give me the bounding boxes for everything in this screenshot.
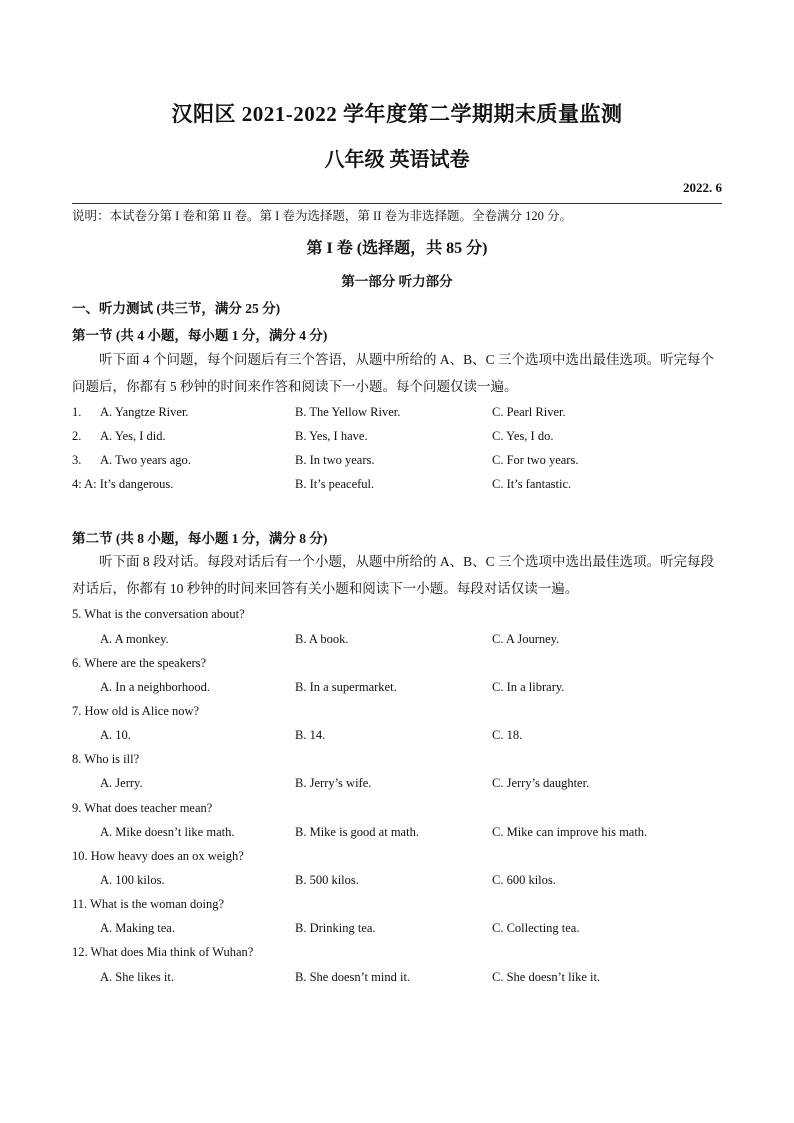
options-row [72,632,722,652]
section1-heading: 第一节 (共 4 小题，每小题 1 分，满分 4 分) [72,328,328,343]
exam-subtitle: 八年级 英语试卷 [324,149,470,171]
question-text: 10. How heavy does an ox weigh? [72,849,244,863]
question-number: 1. [72,405,82,419]
exam-date: 2022. 6 [683,180,722,195]
question-text: 6. Where are the speakers? [72,656,207,670]
option-b: B. The Yellow River. [295,405,401,419]
question-text: 12. What does Mia think of Wuhan? [72,945,254,959]
option-c: C. She doesn’t like it. [492,970,601,984]
question-text: 5. What is the conversation about? [72,607,245,621]
option-a: A. Jerry. [100,776,143,790]
options-row [72,970,722,990]
option-b: B. Drinking tea. [295,921,376,935]
part-title: 第一部分 听力部分 [341,274,453,289]
options-row [72,873,722,893]
exam-title: 汉阳区 2021-2022 学年度第二学期期末质量监测 [171,102,623,126]
question-text: 11. What is the woman doing? [72,897,225,911]
option-b: B. She doesn’t mind it. [295,970,411,984]
option-b: B. In two years. [295,453,375,467]
options-row [72,776,722,796]
question-text: 8. Who is ill? [72,752,140,766]
question-row [72,453,722,473]
question-number: 2. [72,429,82,443]
option-a: A. 100 kilos. [100,873,165,887]
option-c: C. Yes, I do. [492,429,554,443]
option-c: C. For two years. [492,453,579,467]
question-text: 7. How old is Alice now? [72,704,200,718]
option-c: C. 18. [492,728,523,742]
option-c: C. Pearl River. [492,405,566,419]
question-row [72,429,722,449]
question-number: 3. [72,453,82,467]
option-c: C. Mike can improve his math. [492,825,648,839]
option-b: B. It’s peaceful. [295,477,375,491]
option-c: C. In a library. [492,680,565,694]
option-b: B. 500 kilos. [295,873,359,887]
option-c: C. Collecting tea. [492,921,580,935]
option-a: A. Yangtze River. [100,405,189,419]
option-a: A. Yes, I did. [100,429,166,443]
exam-note: 说明：本试卷分第 I 卷和第 II 卷。第 I 卷为选择题，第 II 卷为非选择题。全卷满分 120 分。 [72,209,572,223]
options-row [72,680,722,700]
question-row [72,477,722,497]
option-a: A. 10. [100,728,131,742]
section2-instructions: 听下面 8 段对话。每段对话后有一个小题，从题中所给的 A、B、C 三个选项中选出最佳选项。听完每段对话后，你都有 10 秒钟的时间来回答有关小题和阅读下一小题。每段对话仅读一遍。 [72,554,715,596]
options-row [72,728,722,748]
option-c: C. It’s fantastic. [492,477,572,491]
question-text: 9. What does teacher mean? [72,801,213,815]
option-c: C. Jerry’s daughter. [492,776,590,790]
option-b: B. A book. [295,632,349,646]
question-number-with-option-a: 4: A: It’s dangerous. [72,477,174,491]
option-b: B. 14. [295,728,326,742]
option-b: B. Jerry’s wife. [295,776,372,790]
section-heading: 一、听力测试 (共三节，满分 25 分) [72,301,281,316]
section1-instructions: 听下面 4 个问题，每个问题后有三个答语，从题中所给的 A、B、C 三个选项中选出最佳选项。听完每个问题后，你都有 5 秒钟的时间来作答和阅读下一小题。每个问题仅读一遍。 [72,352,715,394]
options-row [72,825,722,845]
option-a: A. She likes it. [100,970,174,984]
options-row [72,921,722,941]
option-a: A. Making tea. [100,921,175,935]
option-c: C. A Journey. [492,632,560,646]
option-c: C. 600 kilos. [492,873,556,887]
option-b: B. Mike is good at math. [295,825,419,839]
option-a: A. A monkey. [100,632,169,646]
header-divider [72,203,722,204]
question-row [72,405,722,425]
option-a: A. Mike doesn’t like math. [100,825,235,839]
option-a: A. Two years ago. [100,453,191,467]
option-a: A. In a neighborhood. [100,680,211,694]
option-b: B. Yes, I have. [295,429,368,443]
option-b: B. In a supermarket. [295,680,397,694]
volume-title: 第 I 卷 (选择题，共 85 分) [306,240,488,257]
section2-heading: 第二节 (共 8 小题，每小题 1 分，满分 8 分) [72,531,328,546]
